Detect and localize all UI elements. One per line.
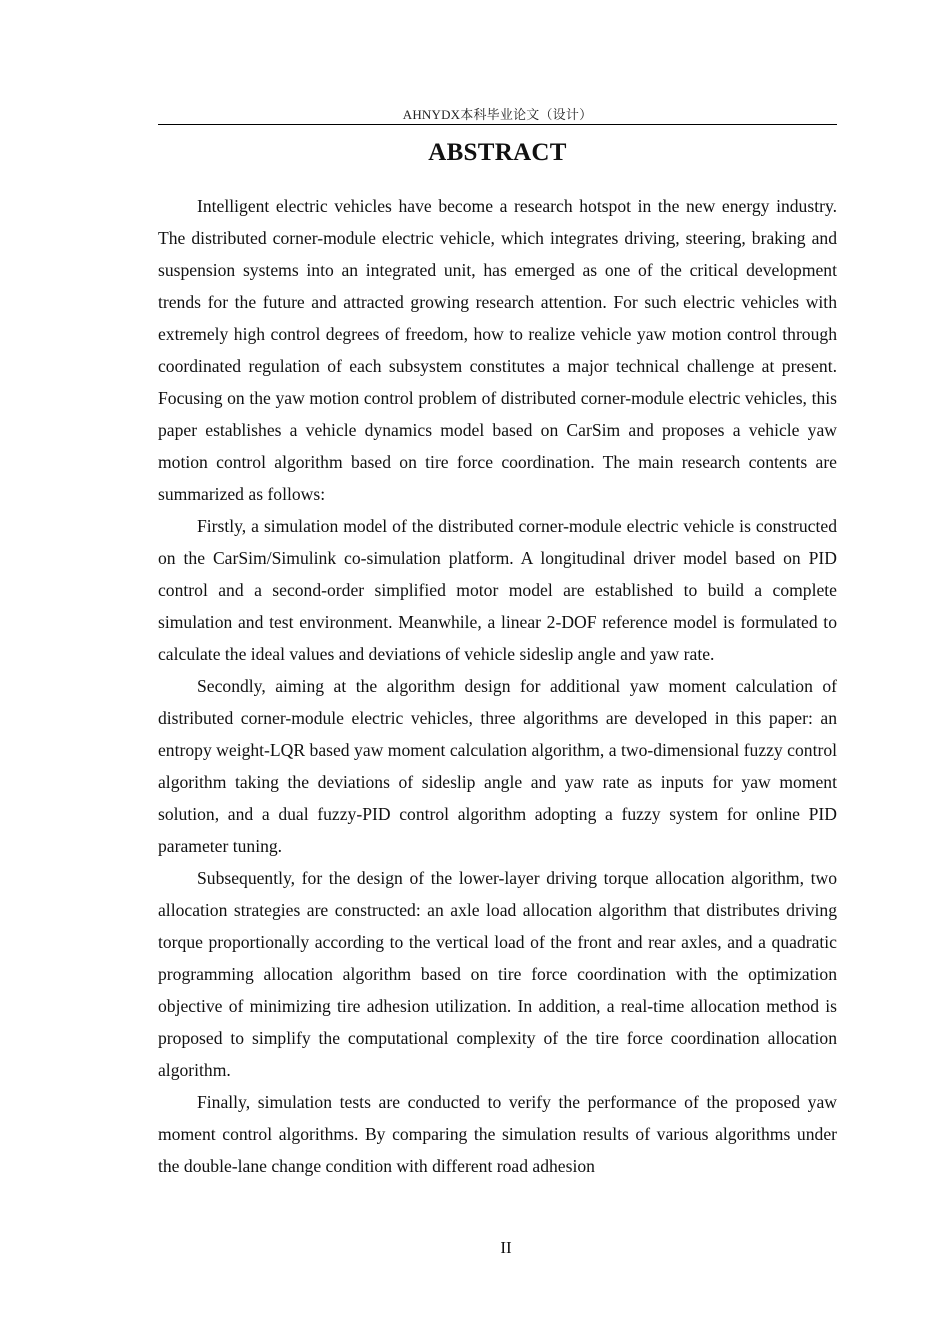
running-header: AHNYDX本科毕业论文（设计） [402, 107, 593, 122]
page-number: II [500, 1238, 512, 1257]
page-title: ABSTRACT [428, 139, 567, 166]
abstract-body [158, 190, 837, 1182]
abstract-paragraph-5: Finally, simulation tests are conducted to verify the performance of the proposed yaw moment control algorithms. By comparing the simulation results of various algorithms under the double-lane change condition with different road adhesion [158, 1092, 837, 1176]
header-divider [158, 124, 837, 125]
abstract-paragraph-4: Subsequently, for the design of the lower-layer driving torque allocation algorithm, two allocation strategies are constructed: an axle load allocation algorithm that distributes driving torque proportionally according to the vertical load of the front and rear axles, and a quadratic programming allocation algorithm based on tire force coordination with the optimization objective of minimizing tire adhesion utilization. In addition, a real-time allocation method is proposed to simplify the computational complexity of the tire force coordination allocation algorithm. [158, 868, 837, 1080]
abstract-paragraph-3: Secondly, aiming at the algorithm design for additional yaw moment calculation of distributed corner-module electric vehicles, three algorithms are developed in this paper: an entropy weight-LQR based yaw moment calculation algorithm, a two-dimensional fuzzy control algorithm taking the deviations of sideslip angle and yaw rate as inputs for yaw moment solution, and a dual fuzzy-PID control algorithm adopting a fuzzy system for online PID parameter tuning. [158, 676, 837, 856]
abstract-paragraph-2: Firstly, a simulation model of the distributed corner-module electric vehicle is constructed on the CarSim/Simulink co-simulation platform. A longitudinal driver model based on PID control and a second-order simplified motor model are established to build a complete simulation and test environment. Meanwhile, a linear 2-DOF reference model is formulated to calculate the ideal values and deviations of vehicle sideslip angle and yaw rate. [158, 516, 837, 664]
abstract-paragraph-1: Intelligent electric vehicles have become a research hotspot in the new energy industry. The distributed corner-module electric vehicle, which integrates driving, steering, braking and suspension systems into an integrated unit, has emerged as one of the critical development trends for the future and attracted growing research attention. For such electric vehicles with extremely high control degrees of freedom, how to realize vehicle yaw motion control through coordinated regulation of each subsystem constitutes a major technical challenge at present. Focusing on the yaw motion control problem of distributed corner-module electric vehicles, this paper establishes a vehicle dynamics model based on CarSim and proposes a vehicle yaw motion control algorithm based on tire force coordination. The main research contents are summarized as follows: [158, 196, 837, 504]
